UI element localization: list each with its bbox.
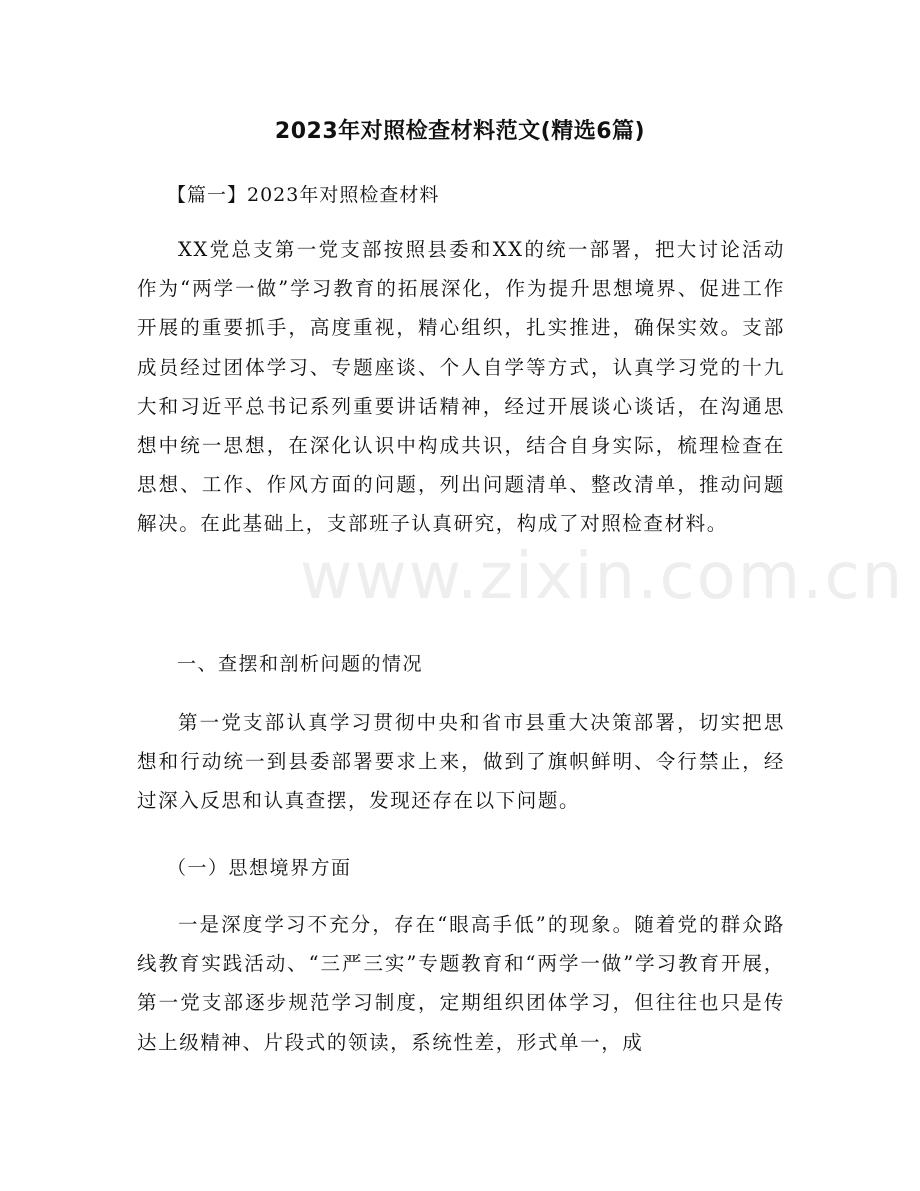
- paragraph-intro: XX党总支第一党支部按照县委和XX的统一部署，把大讨论活动作为“两学一做”学习教育的拓展深化，作为提升思想境界、促进工作开展的重要抓手，高度重视，精心组织，扎实推进，确保实效。支部成员经过团体学习、专题座谈、个人自学等方式，认真学习党的十九大和习近平总书记系列重要讲话精神，经过开展谈心谈话，在沟通思想中统一思想，在深化认识中构成共识，结合自身实际，梳理检查在思想、工作、作风方面的问题，列出问题清单、整改清单，推动问题解决。在此基础上，支部班子认真研究，构成了对照检查材料。: [137, 238, 785, 536]
- heading-thought-realm: （一）思想境界方面: [167, 857, 352, 879]
- paragraph-problem-summary: 第一党支部认真学习贯彻中央和省市县重大决策部署，切实把思想和行动统一到县委部署要求上来，做到了旗帜鲜明、令行禁止，经过深入反思和认真查摆，发现还存在以下问题。: [137, 711, 785, 813]
- watermark: www.zixin.com.cn: [300, 540, 905, 614]
- heading-problem-analysis: 一、查摆和剖析问题的情况: [177, 653, 424, 675]
- document-title: 2023年对照检查材料范文(精选6篇): [274, 119, 646, 144]
- paragraph-study-issue: 一是深度学习不充分，存在“眼高手低”的现象。随着党的群众路线教育实践活动、“三严三实”专题教育和“两学一做”学习教育开展，第一党支部逐步规范学习制度，定期组织团体学习，但往往也只是传达上级精神、片段式的领读，系统性差，形式单一，成: [137, 913, 785, 1054]
- section-heading: 【篇一】2023年对照检查材料: [167, 184, 440, 206]
